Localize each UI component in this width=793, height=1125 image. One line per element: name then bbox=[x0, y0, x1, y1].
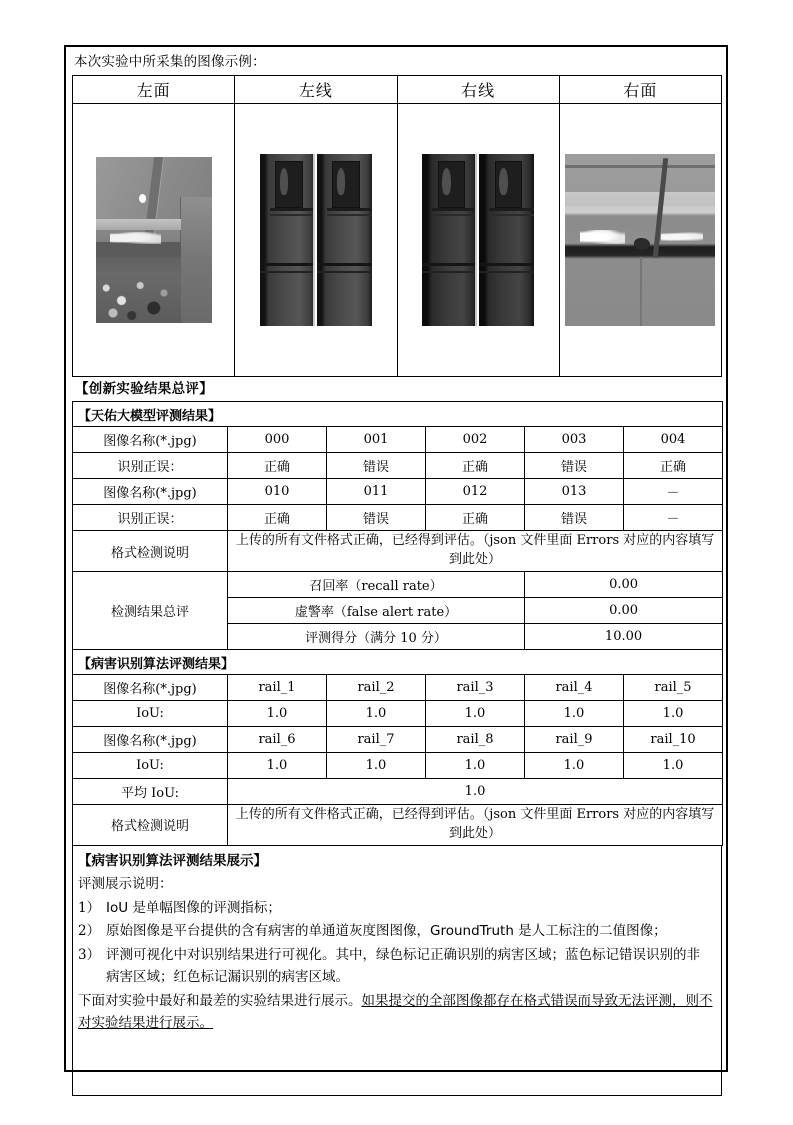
display-intro: 评测展示说明： bbox=[78, 875, 173, 892]
disease-iou-rail-10: 1.0 bbox=[624, 753, 723, 779]
tianyou-name-012: 012 bbox=[426, 479, 525, 505]
tianyou-result-000: 正确 bbox=[228, 453, 327, 479]
list-item-text-3: 评测可视化中对识别结果进行可视化。其中，绿色标记正确识别的病害区域；蓝色标记错误识别的非病害区域；红色标记漏识别的病害区域。 bbox=[106, 947, 700, 986]
document-body bbox=[66, 47, 726, 1070]
disease-name-rail-4: rail_4 bbox=[525, 675, 624, 701]
list-item-text-2: 原始图像是平台提供的含有病害的单通道灰度图图像，GroundTruth 是人工标注的二值图像； bbox=[106, 923, 667, 940]
tianyou-label-correct-1: 识别正误： bbox=[73, 453, 228, 479]
metric-value-false-alert: 0.00 bbox=[525, 598, 723, 624]
overall-section-title: 【创新实验结果总评】 bbox=[75, 381, 213, 398]
disease-label-iou-2: IoU: bbox=[73, 753, 228, 779]
display-closing bbox=[78, 991, 713, 1035]
table-row bbox=[73, 753, 723, 779]
tianyou-name-010: 010 bbox=[228, 479, 327, 505]
disease-format-text: 上传的所有文件格式正确，已经得到评估。（json 文件里面 Errors 对应的内容填写到此处） bbox=[228, 805, 723, 846]
sample-header-right-line: 右线 bbox=[397, 76, 559, 104]
photo-wrap-3 bbox=[398, 104, 559, 376]
table-row bbox=[73, 572, 723, 598]
disease-iou-rail-5: 1.0 bbox=[624, 701, 723, 727]
tianyou-title: 【天佑大模型评测结果】 bbox=[73, 402, 723, 427]
disease-format-row bbox=[73, 805, 723, 846]
disease-iou-rail-8: 1.0 bbox=[426, 753, 525, 779]
table-row bbox=[73, 427, 723, 453]
tianyou-name-004: 004 bbox=[624, 427, 723, 453]
display-section-title: 【病害识别算法评测结果展示】 bbox=[78, 852, 267, 869]
display-closing-plain: 下面对实验中最好和最差的实验结果进行展示。 bbox=[78, 992, 362, 1009]
disease-label-name-2: 图像名称(*.jpg) bbox=[73, 727, 228, 753]
metric-name-score: 评测得分（满分 10 分） bbox=[228, 624, 525, 650]
tianyou-label-name-2: 图像名称(*.jpg) bbox=[73, 479, 228, 505]
document-frame bbox=[64, 45, 728, 1072]
tianyou-results-table bbox=[72, 401, 723, 650]
table-row bbox=[73, 675, 723, 701]
disease-name-rail-8: rail_8 bbox=[426, 727, 525, 753]
disease-average-label: 平均 IoU: bbox=[73, 779, 228, 805]
tianyou-format-text: 上传的所有文件格式正确，已经得到评估。（json 文件里面 Errors 对应的内容填写到此处） bbox=[228, 531, 723, 572]
lead-text: 本次实验中所采集的图像示例： bbox=[74, 54, 266, 70]
sample-image-table bbox=[72, 75, 722, 377]
sample-cell-right-line bbox=[397, 104, 559, 377]
disease-iou-rail-9: 1.0 bbox=[525, 753, 624, 779]
metric-value-recall: 0.00 bbox=[525, 572, 723, 598]
sample-cell-left-line bbox=[235, 104, 397, 377]
sample-cell-left-face bbox=[73, 104, 235, 377]
disease-average-row bbox=[73, 779, 723, 805]
tianyou-name-empty: － bbox=[624, 479, 723, 505]
disease-iou-rail-7: 1.0 bbox=[327, 753, 426, 779]
disease-name-rail-5: rail_5 bbox=[624, 675, 723, 701]
list-item bbox=[78, 898, 713, 920]
table-row bbox=[73, 479, 723, 505]
list-item bbox=[78, 945, 713, 989]
photo-wrap-4 bbox=[560, 104, 721, 376]
list-item bbox=[78, 921, 713, 943]
tianyou-name-000: 000 bbox=[228, 427, 327, 453]
sample-cell-right-face bbox=[559, 104, 721, 377]
tianyou-label-correct-2: 识别正误： bbox=[73, 505, 228, 531]
tianyou-label-name-1: 图像名称(*.jpg) bbox=[73, 427, 228, 453]
display-closing-underlined: 如果提交的全部图像都存在格式错误而导致无法评测，则不对实验结果进行展示。 bbox=[78, 992, 713, 1031]
sample-header-left-line: 左线 bbox=[235, 76, 397, 104]
tianyou-format-row bbox=[73, 531, 723, 572]
tianyou-result-002: 正确 bbox=[426, 453, 525, 479]
photo-wrap-2 bbox=[235, 104, 396, 376]
sample-header-row bbox=[73, 76, 722, 104]
display-explanation-block bbox=[72, 846, 722, 1096]
sample-header-left-face: 左面 bbox=[73, 76, 235, 104]
list-item-text-1: IoU 是单幅图像的评测指标； bbox=[106, 899, 281, 916]
tianyou-title-row bbox=[73, 402, 723, 427]
disease-name-rail-3: rail_3 bbox=[426, 675, 525, 701]
tianyou-name-001: 001 bbox=[327, 427, 426, 453]
tianyou-result-013: 错误 bbox=[525, 505, 624, 531]
sample-header-right-face: 右面 bbox=[559, 76, 721, 104]
list-item-number-2: 2） bbox=[78, 923, 101, 940]
disease-name-rail-2: rail_2 bbox=[327, 675, 426, 701]
disease-name-rail-6: rail_6 bbox=[228, 727, 327, 753]
disease-name-rail-7: rail_7 bbox=[327, 727, 426, 753]
tianyou-result-empty: － bbox=[624, 505, 723, 531]
tianyou-result-001: 错误 bbox=[327, 453, 426, 479]
tianyou-summary-label: 检测结果总评 bbox=[73, 572, 228, 650]
tianyou-format-label: 格式检测说明 bbox=[73, 531, 228, 572]
disease-format-label: 格式检测说明 bbox=[73, 805, 228, 846]
disease-iou-rail-4: 1.0 bbox=[525, 701, 624, 727]
disease-name-rail-10: rail_10 bbox=[624, 727, 723, 753]
disease-average-value: 1.0 bbox=[228, 779, 723, 805]
tianyou-result-012: 正确 bbox=[426, 505, 525, 531]
disease-iou-rail-3: 1.0 bbox=[426, 701, 525, 727]
photo-right-line bbox=[422, 154, 534, 326]
sample-image-row bbox=[73, 104, 722, 377]
photo-left-line bbox=[260, 154, 372, 326]
tianyou-result-004: 正确 bbox=[624, 453, 723, 479]
list-item-number-3: 3） bbox=[78, 947, 101, 964]
tianyou-result-003: 错误 bbox=[525, 453, 624, 479]
tianyou-name-011: 011 bbox=[327, 479, 426, 505]
tianyou-result-010: 正确 bbox=[228, 505, 327, 531]
disease-iou-rail-1: 1.0 bbox=[228, 701, 327, 727]
disease-iou-rail-2: 1.0 bbox=[327, 701, 426, 727]
tianyou-name-002: 002 bbox=[426, 427, 525, 453]
disease-name-rail-9: rail_9 bbox=[525, 727, 624, 753]
tianyou-name-003: 003 bbox=[525, 427, 624, 453]
disease-label-iou-1: IoU: bbox=[73, 701, 228, 727]
metric-value-score: 10.00 bbox=[525, 624, 723, 650]
tianyou-name-013: 013 bbox=[525, 479, 624, 505]
disease-title: 【病害识别算法评测结果】 bbox=[73, 650, 723, 675]
list-item-number-1: 1） bbox=[78, 899, 101, 916]
tianyou-result-011: 错误 bbox=[327, 505, 426, 531]
photo-right-face bbox=[565, 154, 715, 326]
disease-label-name-1: 图像名称(*.jpg) bbox=[73, 675, 228, 701]
disease-name-rail-1: rail_1 bbox=[228, 675, 327, 701]
table-row bbox=[73, 701, 723, 727]
disease-results-table bbox=[72, 649, 723, 846]
metric-name-false-alert: 虚警率（false alert rate） bbox=[228, 598, 525, 624]
photo-left-face bbox=[96, 157, 212, 323]
table-row bbox=[73, 727, 723, 753]
table-row bbox=[73, 505, 723, 531]
metric-name-recall: 召回率（recall rate） bbox=[228, 572, 525, 598]
table-row bbox=[73, 453, 723, 479]
photo-wrap-1 bbox=[73, 104, 234, 376]
disease-iou-rail-6: 1.0 bbox=[228, 753, 327, 779]
disease-title-row bbox=[73, 650, 723, 675]
